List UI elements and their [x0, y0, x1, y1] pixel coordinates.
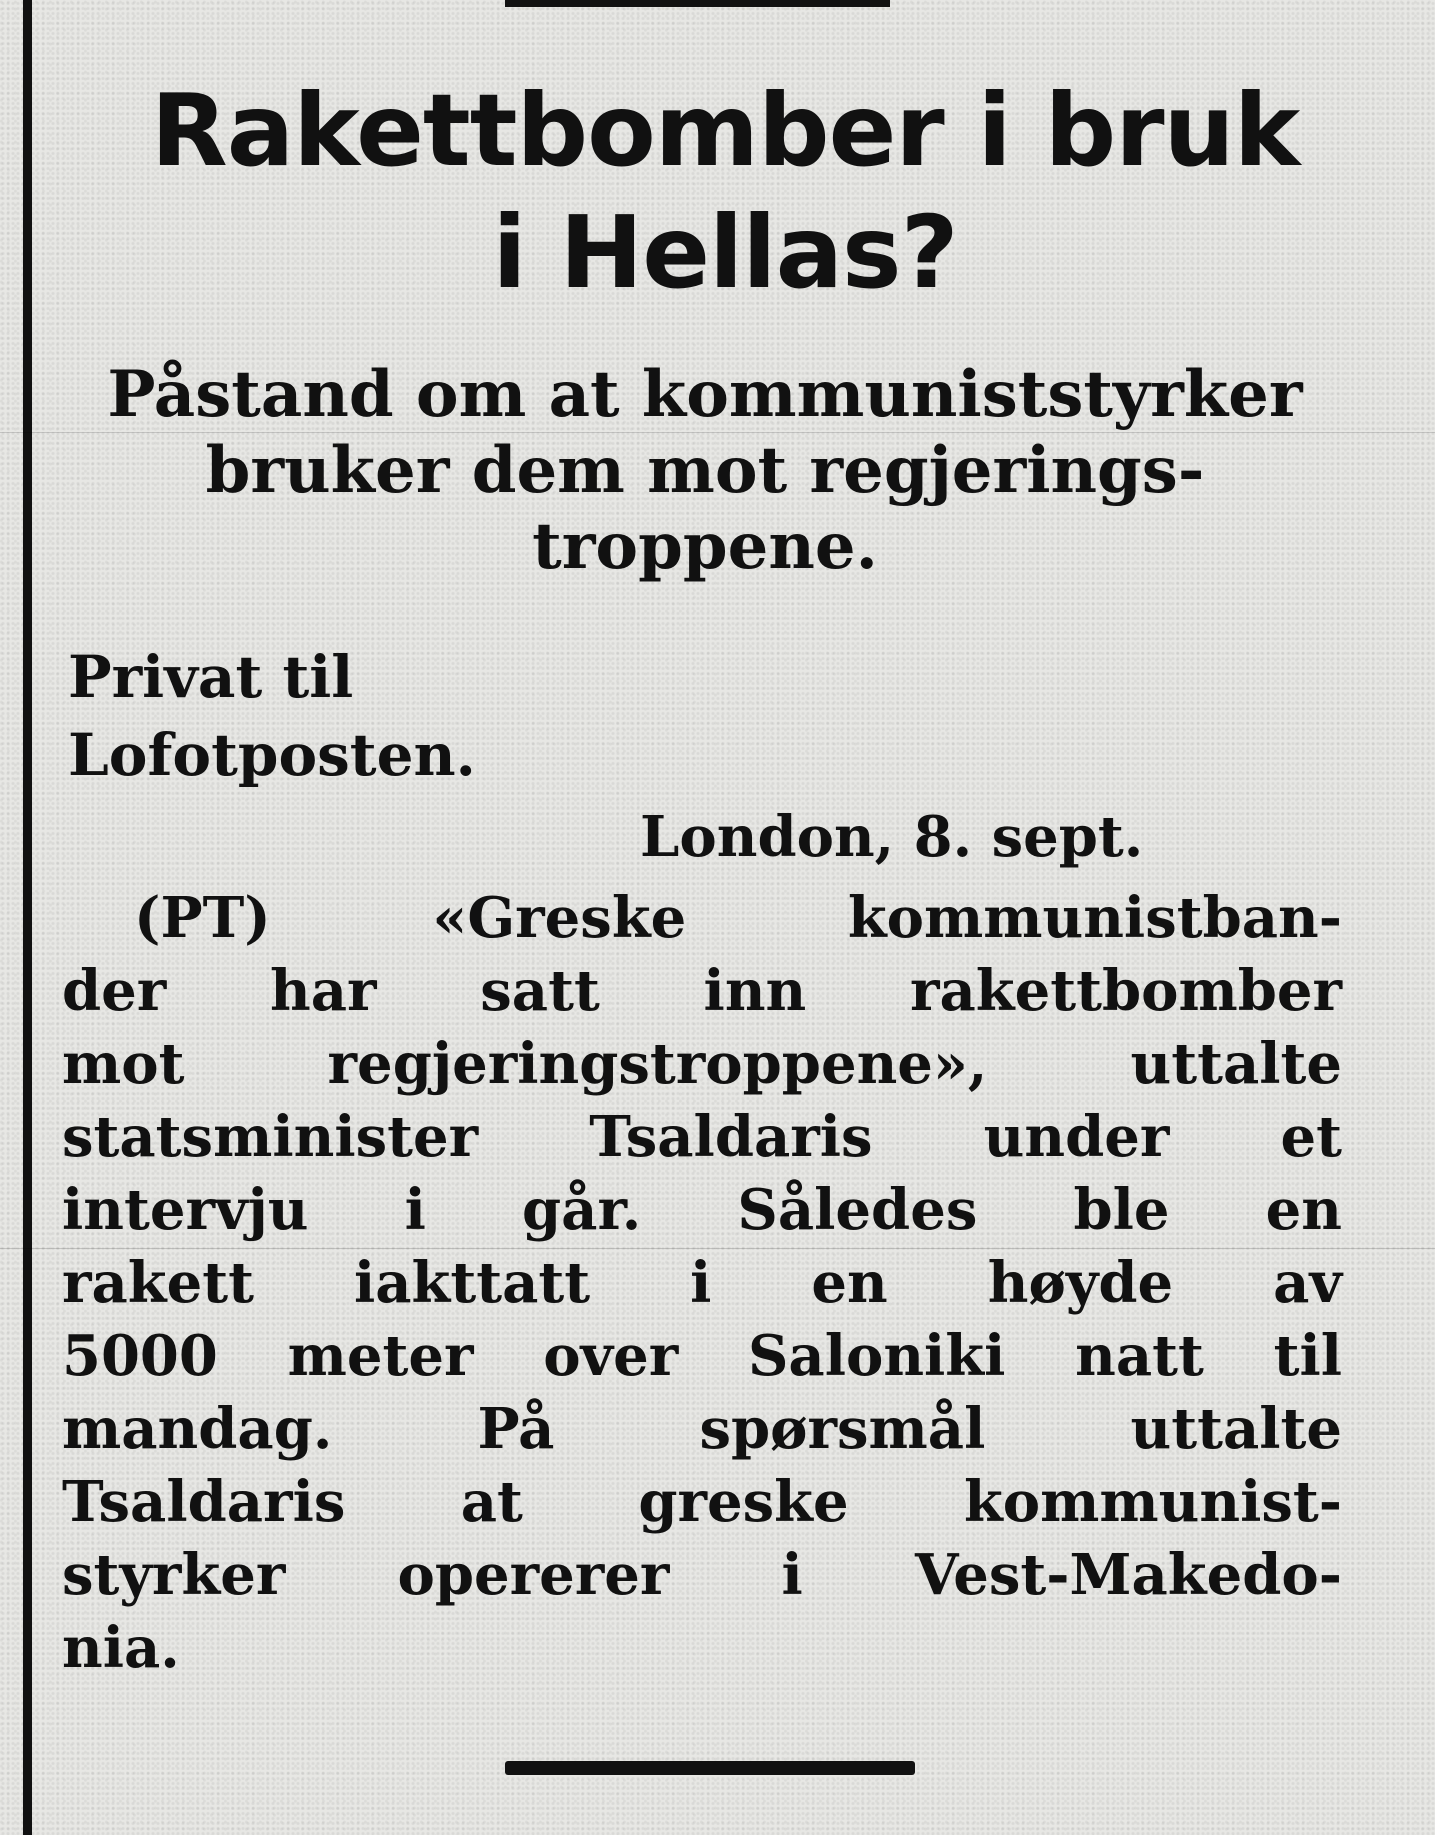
body-line: styrker opererer i Vest-Makedo- — [62, 1542, 1342, 1608]
body-line: statsminister Tsaldaris under et — [62, 1104, 1342, 1170]
body-line: rakett iakttatt i en høyde av — [62, 1250, 1342, 1316]
subheadline-line: troppene. — [532, 509, 878, 584]
bottom-separator-rule — [505, 1761, 915, 1775]
body-line: (PT) «Greske kommunistban- — [134, 885, 1342, 951]
subheadline-line: bruker dem mot regjerings- — [205, 433, 1205, 508]
top-separator-rule — [505, 0, 890, 7]
body-line: intervju i går. Således ble en — [62, 1177, 1342, 1243]
body-line: 5000 meter over Saloniki natt til — [62, 1323, 1342, 1389]
body-line: nia. — [62, 1615, 180, 1681]
dateline: London, 8. sept. — [640, 804, 1144, 870]
byline-line: Lofotposten. — [68, 721, 476, 789]
body-line: Tsaldaris at greske kommunist- — [62, 1469, 1342, 1535]
body-line: mandag. På spørsmål uttalte — [62, 1396, 1342, 1462]
headline-line: i Hellas? — [492, 194, 958, 311]
article-body — [62, 882, 1342, 1685]
subheadline-line: Påstand om at kommuniststyrker — [107, 357, 1303, 432]
byline-line: Privat til — [68, 643, 354, 711]
column-rule — [23, 0, 32, 1835]
subheadline — [60, 357, 1350, 585]
byline — [68, 638, 476, 794]
body-line: der har satt inn rakettbomber — [62, 958, 1342, 1024]
body-line: mot regjeringstroppene», uttalte — [62, 1031, 1342, 1097]
headline — [60, 70, 1390, 314]
headline-line: Rakettbomber i bruk — [150, 72, 1300, 189]
